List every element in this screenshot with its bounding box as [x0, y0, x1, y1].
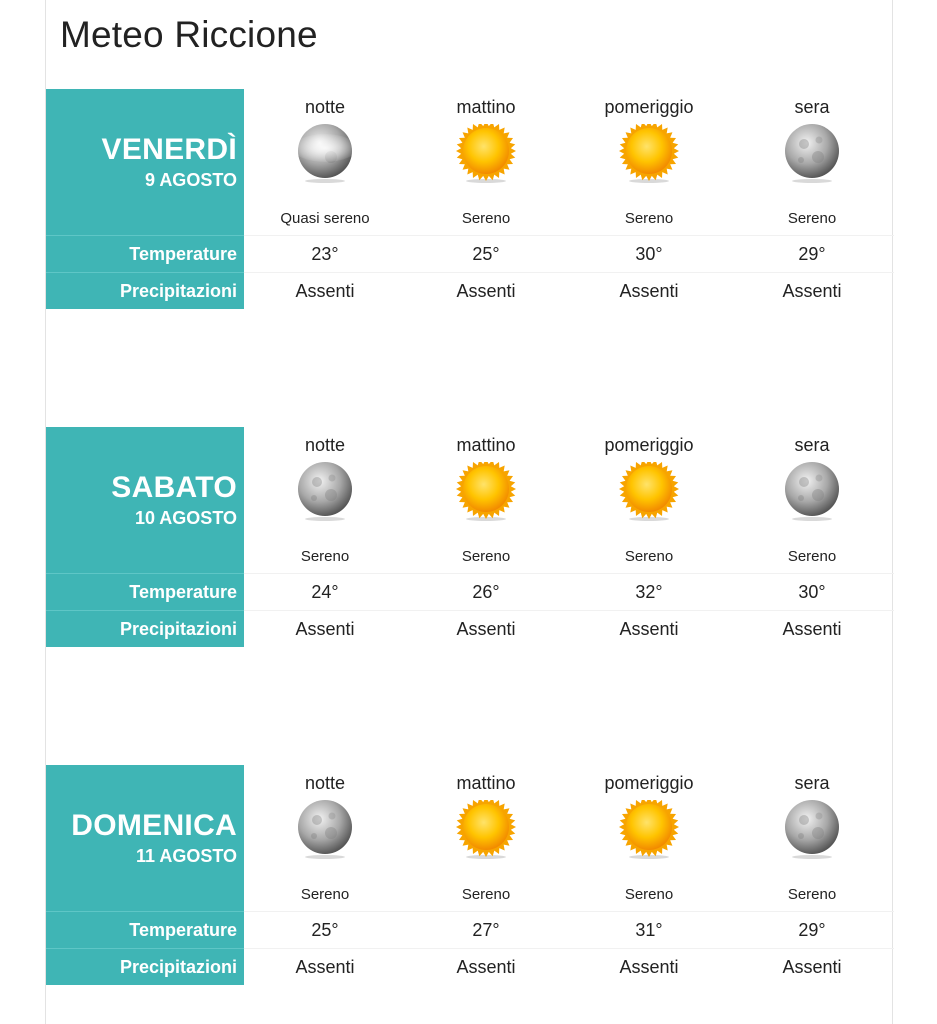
precipitation-label: Precipitazioni: [46, 610, 244, 647]
period-name: sera: [794, 97, 830, 117]
precipitation-value: Assenti: [619, 619, 679, 639]
day-panel: [46, 89, 244, 309]
moon-icon: [295, 800, 355, 860]
precipitation-value: Assenti: [295, 619, 355, 639]
temperature-value: 27°: [472, 920, 500, 940]
period-sera: [732, 89, 892, 309]
temperature-value: 29°: [798, 920, 826, 940]
condition-text: Sereno: [300, 886, 350, 903]
moon-icon: [295, 462, 355, 522]
precipitation-label: Precipitazioni: [46, 272, 244, 309]
period-name: pomeriggio: [604, 435, 694, 455]
moon-icon: [782, 800, 842, 860]
period-pomeriggio: [569, 765, 729, 985]
precipitation-value: Assenti: [295, 957, 355, 977]
temperature-value: 30°: [635, 244, 663, 264]
period-name: mattino: [456, 435, 516, 455]
condition-text: Sereno: [787, 210, 837, 227]
precipitation-value: Assenti: [782, 281, 842, 301]
period-name: sera: [794, 773, 830, 793]
precipitation-value: Assenti: [456, 281, 516, 301]
period-name: notte: [304, 435, 346, 455]
day-date: 11 AGOSTO: [135, 846, 237, 866]
condition-text: Sereno: [624, 210, 674, 227]
period-name: notte: [304, 773, 346, 793]
temperature-label: Temperature: [46, 911, 244, 948]
day-forecast: [46, 89, 894, 309]
temperature-value: 30°: [798, 582, 826, 602]
condition-text: Sereno: [787, 548, 837, 565]
precipitation-value: Assenti: [619, 281, 679, 301]
day-name: VENERDÌ: [101, 133, 237, 166]
temperature-value: 32°: [635, 582, 663, 602]
temperature-value: 31°: [635, 920, 663, 940]
condition-text: Sereno: [461, 886, 511, 903]
temperature-value: 25°: [472, 244, 500, 264]
period-sera: [732, 765, 892, 985]
period-pomeriggio: [569, 427, 729, 647]
sun-icon: [456, 462, 516, 522]
period-mattino: [406, 427, 566, 647]
period-notte: [245, 765, 405, 985]
condition-text: Sereno: [624, 886, 674, 903]
precipitation-value: Assenti: [456, 957, 516, 977]
condition-text: Sereno: [787, 886, 837, 903]
period-name: mattino: [456, 97, 516, 117]
day-panel: [46, 427, 244, 647]
precipitation-value: Assenti: [782, 619, 842, 639]
day-name: SABATO: [111, 471, 237, 504]
sun-icon: [456, 124, 516, 184]
period-notte: [245, 427, 405, 647]
day-forecast: [46, 765, 894, 985]
precipitation-value: Assenti: [456, 619, 516, 639]
sun-icon: [456, 800, 516, 860]
temperature-value: 29°: [798, 244, 826, 264]
temperature-label: Temperature: [46, 235, 244, 272]
sun-icon: [619, 462, 679, 522]
day-forecast: [46, 427, 894, 647]
period-pomeriggio: [569, 89, 729, 309]
sun-icon: [619, 800, 679, 860]
period-name: sera: [794, 435, 830, 455]
page-title: Meteo Riccione: [60, 14, 318, 55]
condition-text: Sereno: [300, 548, 350, 565]
moon-partly-cloudy-icon: [295, 124, 355, 184]
period-name: pomeriggio: [604, 97, 694, 117]
temperature-value: 23°: [311, 244, 339, 264]
condition-text: Sereno: [461, 548, 511, 565]
period-notte: [245, 89, 405, 309]
period-sera: [732, 427, 892, 647]
period-mattino: [406, 89, 566, 309]
sun-icon: [619, 124, 679, 184]
precipitation-value: Assenti: [295, 281, 355, 301]
period-name: mattino: [456, 773, 516, 793]
precipitation-value: Assenti: [782, 957, 842, 977]
day-panel: [46, 765, 244, 985]
precipitation-value: Assenti: [619, 957, 679, 977]
moon-icon: [782, 124, 842, 184]
day-date: 10 AGOSTO: [134, 508, 237, 528]
moon-icon: [782, 462, 842, 522]
temperature-value: 24°: [311, 582, 339, 602]
temperature-label: Temperature: [46, 573, 244, 610]
temperature-value: 26°: [472, 582, 500, 602]
day-name: DOMENICA: [71, 809, 237, 842]
precipitation-label: Precipitazioni: [46, 948, 244, 985]
period-name: pomeriggio: [604, 773, 694, 793]
condition-text: Sereno: [461, 210, 511, 227]
temperature-value: 25°: [311, 920, 339, 940]
day-date: 9 AGOSTO: [144, 170, 237, 190]
condition-text: Sereno: [624, 548, 674, 565]
condition-text: Quasi sereno: [280, 210, 370, 227]
period-name: notte: [304, 97, 346, 117]
period-mattino: [406, 765, 566, 985]
